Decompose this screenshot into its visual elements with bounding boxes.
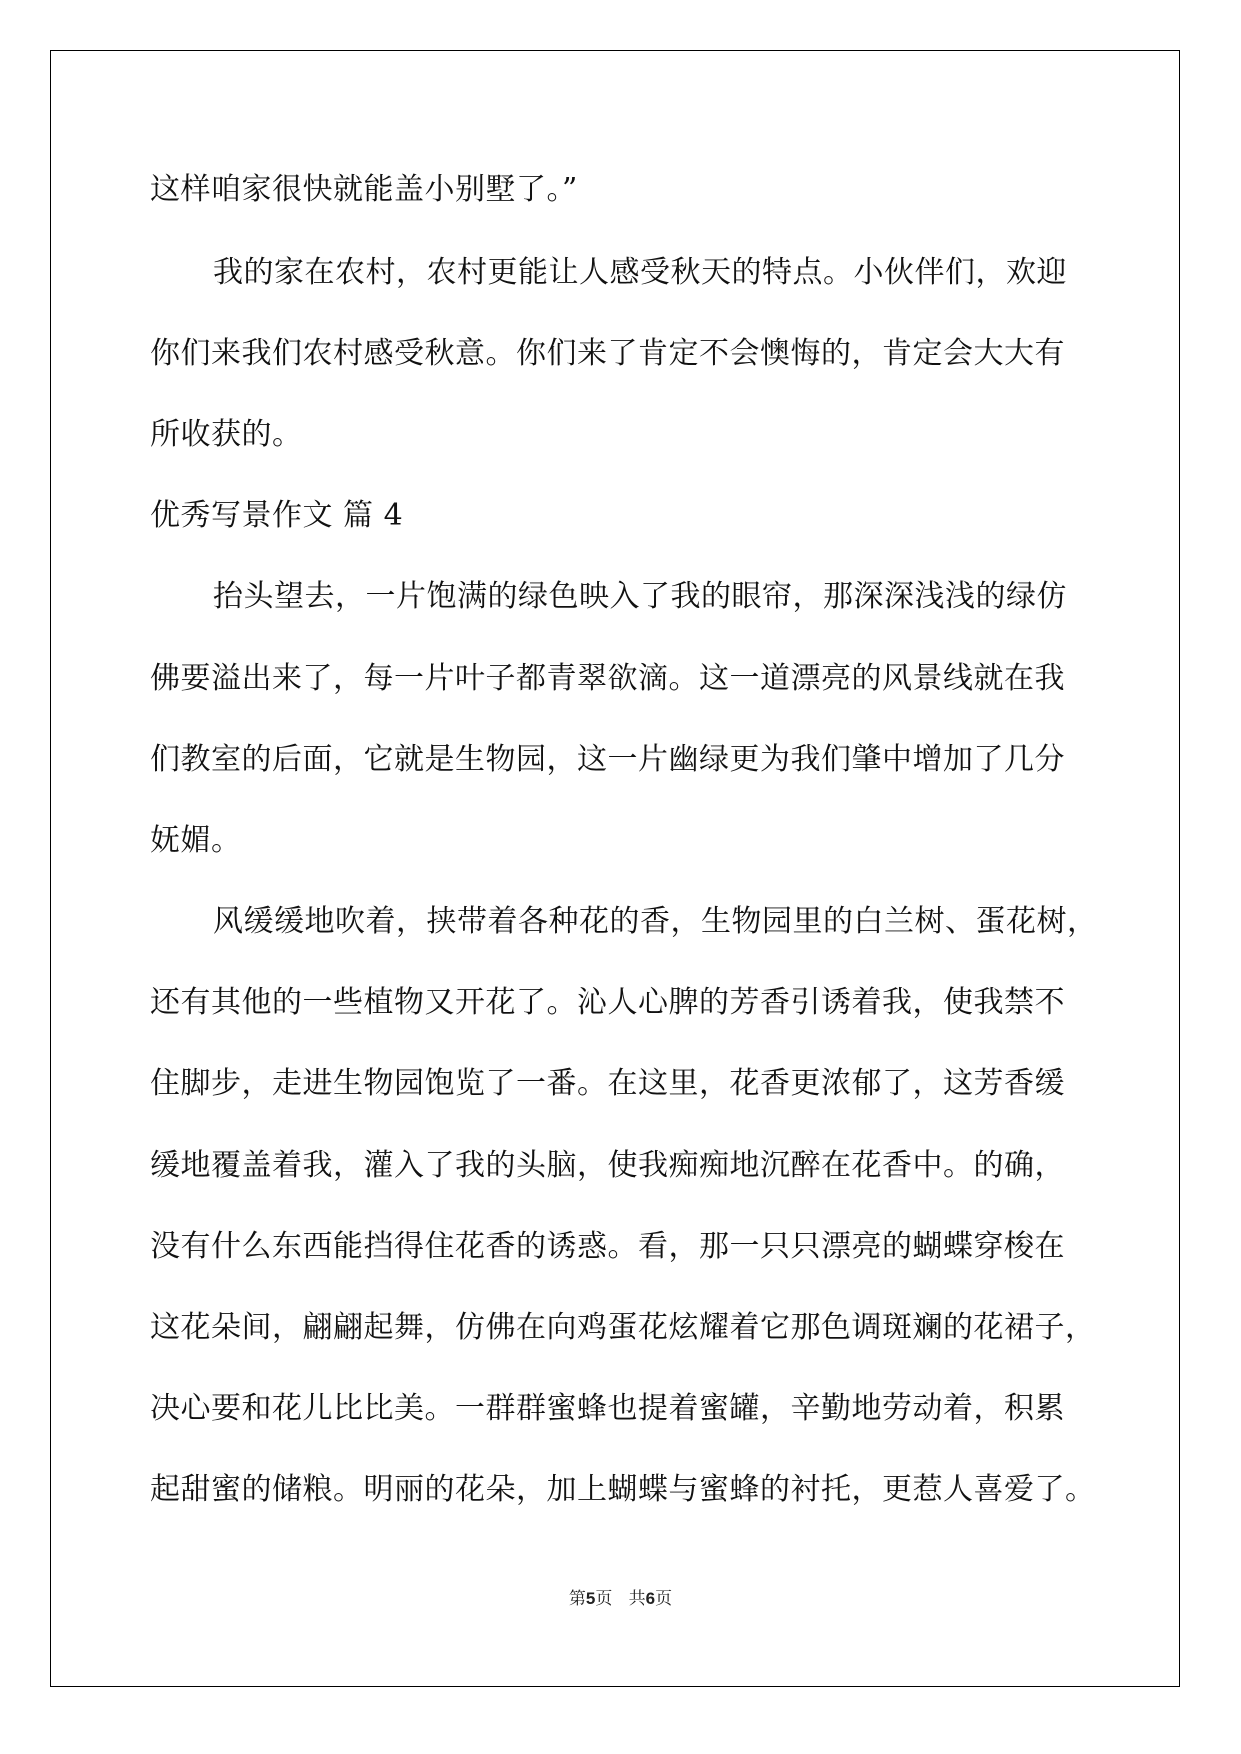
section-heading: 优秀写景作文 篇 4 (150, 498, 404, 533)
footer-suffix: 页 (655, 1589, 673, 1609)
text-line: 起甜蜜的储粮。明丽的花朵，加上蝴蝶与蜜蜂的衬托，更惹人喜爱了。 (150, 1472, 1096, 1507)
text-line: 还有其他的一些植物又开花了。沁人心脾的芳香引诱着我，使我禁不 (150, 985, 1065, 1020)
text-line: 缓地覆盖着我，灌入了我的头脑，使我痴痴地沉醉在花香中。的确， (150, 1148, 1065, 1183)
text-line: 所收获的。 (150, 417, 303, 452)
footer-mid: 页 共 (595, 1589, 646, 1609)
text-line: 住脚步，走进生物园饱览了一番。在这里，花香更浓郁了，这芳香缓 (150, 1066, 1065, 1101)
page-border (50, 50, 1180, 1687)
footer-prefix: 第 (568, 1589, 586, 1609)
text-line: 妩媚。 (150, 823, 242, 858)
text-line: 们教室的后面，它就是生物园，这一片幽绿更为我们肇中增加了几分 (150, 742, 1065, 777)
current-page-number: 5 (585, 1589, 596, 1608)
text-line: 风缓缓地吹着，挟带着各种花的香，生物园里的白兰树、蛋花树， (213, 904, 1098, 939)
total-pages-number: 6 (645, 1589, 656, 1608)
text-line: 我的家在农村，农村更能让人感受秋天的特点。小伙伴们，欢迎 (213, 255, 1067, 290)
text-line: 这样咱家很快就能盖小别墅了。” (150, 172, 578, 207)
text-line: 抬头望去，一片饱满的绿色映入了我的眼帘，那深深浅浅的绿仿 (213, 579, 1067, 614)
text-line: 佛要溢出来了，每一片叶子都青翠欲滴。这一道漂亮的风景线就在我 (150, 661, 1065, 696)
text-line: 这花朵间，翩翩起舞，仿佛在向鸡蛋花炫耀着它那色调斑斓的花裙子， (150, 1310, 1096, 1345)
text-line: 决心要和花儿比比美。一群群蜜蜂也提着蜜罐，辛勤地劳动着，积累 (150, 1391, 1065, 1426)
text-line: 没有什么东西能挡得住花香的诱惑。看，那一只只漂亮的蝴蝶穿梭在 (150, 1229, 1065, 1264)
page-footer (0, 1584, 1241, 1609)
text-line: 你们来我们农村感受秋意。你们来了肯定不会懊悔的，肯定会大大有 (150, 336, 1065, 371)
